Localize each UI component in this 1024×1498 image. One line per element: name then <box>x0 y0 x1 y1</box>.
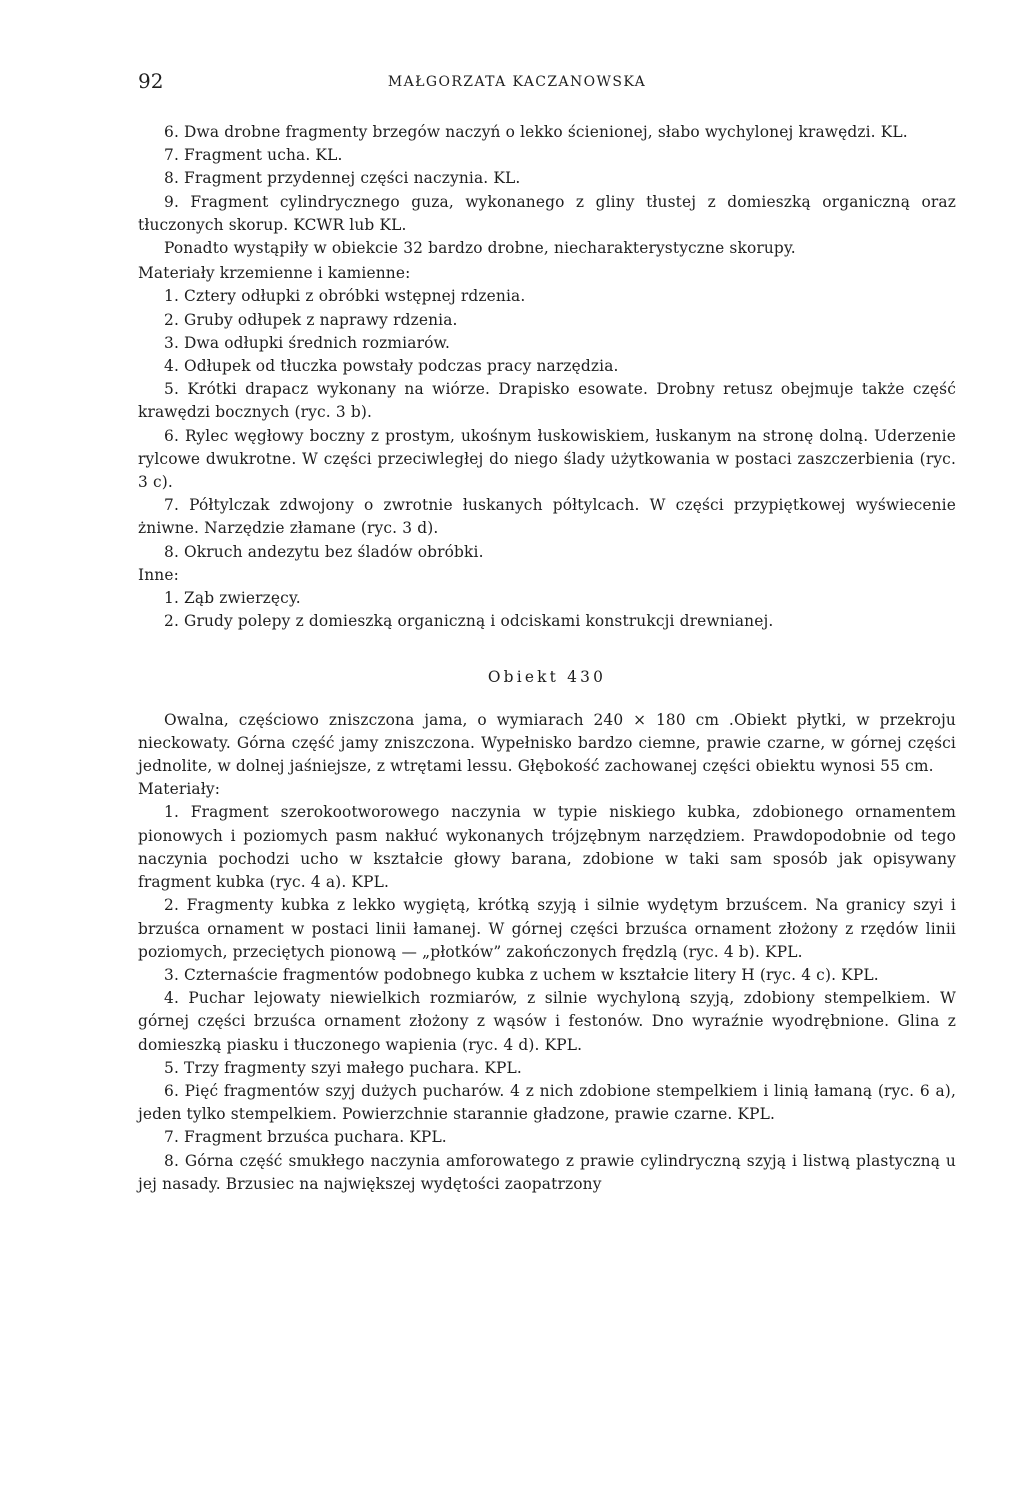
list-item: 7. Fragment brzuśca puchara. KPL. <box>164 1128 447 1147</box>
list-item: 4. Odłupek od tłuczka powstały podczas pracy narzędzia. <box>164 357 619 376</box>
page-number: 92 <box>138 69 164 93</box>
list-item: 2. Gruby odłupek z naprawy rdzenia. <box>164 310 458 329</box>
list-item: 1. Cztery odłupki z obróbki wstępnej rdzenia. <box>164 287 526 306</box>
object-description: Owalna, częściowo zniszczona jama, o wymiarach 240 × 180 cm .Obiekt płytki, w przekroju nieckowaty. Górna część jamy zniszczona. Wypełnisko bardzo ciemne, prawie czarne, w górnej części jednolite, w dolnej jaśniejsze, z wtrętami lessu. Głębokość zachowanej części obiektu wynosi 55 cm. <box>138 710 956 776</box>
list-item: 1. Ząb zwierzęcy. <box>164 589 301 608</box>
list-item: 4. Puchar lejowaty niewielkich rozmiarów, z silnie wychyloną szyją, zdobiony stempelkiem. W górnej części brzuśca ornament złożony z wąsów i festonów. Dno wyraźnie wyodrębnione. Glina z domieszką piasku i tłuczonego wapienia (ryc. 4 d). KPL. <box>138 989 956 1054</box>
list-item: 8. Okruch andezytu bez śladów obróbki. <box>164 542 484 561</box>
list-item: 8. Górna część smukłego naczynia amforowatego z prawie cylindryczną szyją i listwą plastyczną u jej nasady. Brzusiec na największej wydętości zaopatrzony <box>138 1151 956 1193</box>
list-item: 8. Fragment przydennej części naczynia. KL. <box>164 169 521 188</box>
list-item: 6. Rylec węgłowy boczny z prostym, ukośnym łuskowiskiem, łuskanym na stronę dolną. Uderzenie rylcowe dwukrotne. W części przeciwległej do niego ślady użytkowania w postaci zaszczerbienia (ryc. 3 c). <box>138 426 956 492</box>
list-item: 7. Fragment ucha. KL. <box>164 146 343 165</box>
page-header <box>138 66 956 96</box>
subheading-flint: Materiały krzemienne i kamienne: <box>138 264 411 283</box>
running-head: MAŁGORZATA KACZANOWSKA <box>387 74 647 90</box>
list-item: 3. Dwa odłupki średnich rozmiarów. <box>164 333 451 352</box>
list-item: 6. Pięć fragmentów szyj dużych pucharów. 4 z nich zdobione stempelkiem i linią łamaną (ryc. 6 a), jeden tylko stempelkiem. Powierzchnie starannie gładzone, prawie czarne. KPL. <box>138 1081 956 1124</box>
list-item: 5. Krótki drapacz wykonany na wiórze. Drapisko esowate. Drobny retusz obejmuje także część krawędzi bocznych (ryc. 3 b). <box>138 380 956 422</box>
list-item: 5. Trzy fragmenty szyi małego puchara. KPL. <box>164 1058 522 1077</box>
page-body <box>138 121 956 1196</box>
list-item: 3. Czternaście fragmentów podobnego kubka z uchem w kształcie litery H (ryc. 4 c). KPL. <box>164 965 879 984</box>
list-item: 6. Dwa drobne fragmenty brzegów naczyń o lekko ścienionej, słabo wychylonej krawędzi. KL. <box>164 123 908 141</box>
section-heading: Obiekt 430 <box>487 668 607 687</box>
list-item: 1. Fragment szerokootworowego naczynia w typie niskiego kubka, zdobionego ornamentem pionowych i poziomych pasm nakłuć wykonanych trójzębnym narzędziem. Prawdopodobnie od tego naczynia pochodzi ucho w kształcie głowy barana, zdobione w taki sam sposób jak opisywany fragment kubka (ryc. 4 a). KPL. <box>138 803 956 892</box>
paragraph: Ponadto wystąpiły w obiekcie 32 bardzo drobne, niecharakterystyczne skorupy. <box>164 239 796 258</box>
list-item: 2. Fragmenty kubka z lekko wygiętą, krótką szyją i silnie wydętym brzuścem. Na granicy szyi i brzuśca ornament w postaci linii łamanej. W górnej części brzuśca ornament złożony z rzędów linii poziomych, przeciętych pionową — „płotków” zakończonych frędzlą (ryc. 4 b). KPL. <box>138 896 956 961</box>
list-item: 7. Półtylczak zdwojony o zwrotnie łuskanych półtylcach. W części przypiętkowej wyświecenie żniwne. Narzędzie złamane (ryc. 3 d). <box>138 496 956 538</box>
subheading-materials: Materiały: <box>138 780 221 799</box>
list-item: 2. Grudy polepy z domieszką organiczną i odciskami konstrukcji drewnianej. <box>164 612 774 631</box>
subheading-other: Inne: <box>138 565 179 584</box>
list-item: 9. Fragment cylindrycznego guza, wykonanego z gliny tłustej z domieszką organiczną oraz tłuczonych skorup. KCWR lub KL. <box>138 192 956 234</box>
